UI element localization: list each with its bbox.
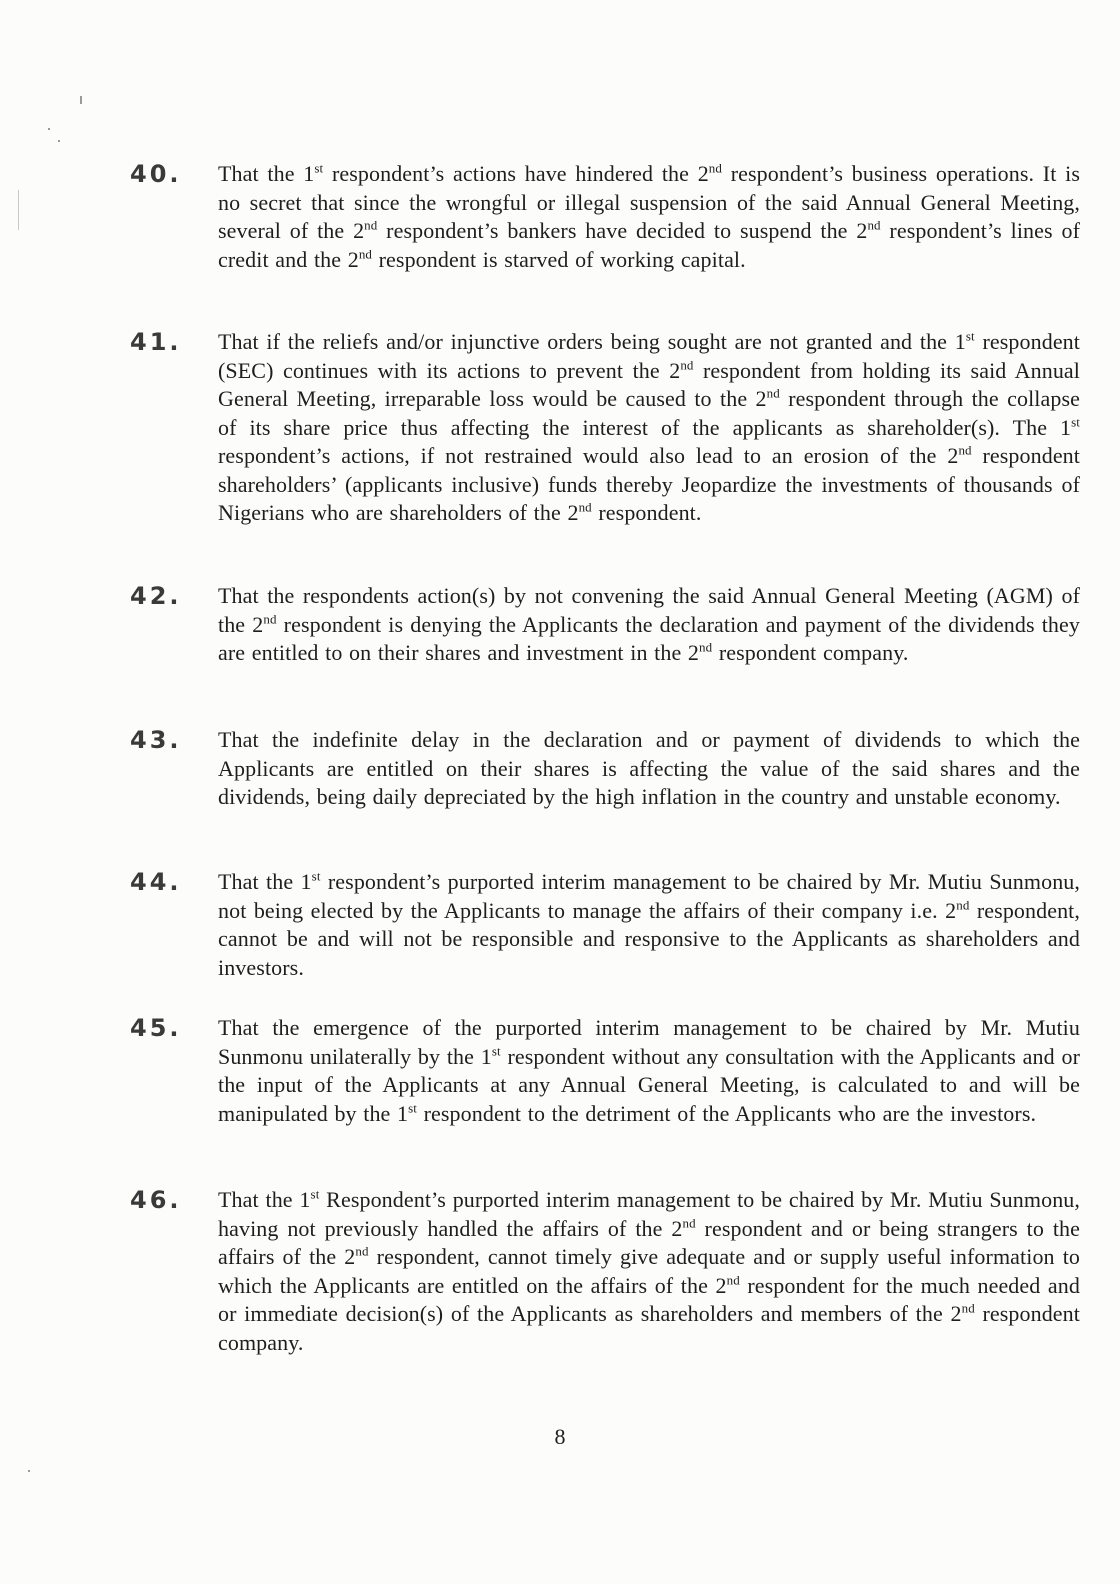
paragraph-44: [130, 868, 1080, 982]
paragraph-number: 40.: [130, 160, 182, 188]
scan-speck: [18, 190, 19, 230]
paragraph-number: 44.: [130, 868, 182, 896]
paragraph-43: [130, 726, 1080, 812]
paragraph-text: That the 1st respondent’s purported interim management to be chaired by Mr. Mutiu Sunmonu, not being elected by the Applicants to manage the affairs of their company i.e. 2nd respondent, cannot be and will not be responsible and responsive to the Applicants as shareholders and investors.: [218, 868, 1080, 980]
page-number: 8: [554, 1424, 566, 1449]
paragraph-text: That the 1st Respondent’s purported interim management to be chaired by Mr. Mutiu Sunmonu, having not previously handled the affairs of the 2nd respondent and or being strangers to the affairs of the 2nd respondent, cannot timely give adequate and or supply useful information to which the Applicants are entitled on the affairs of the 2nd respondent for the much needed and or immediate decision(s) of the Applicants as shareholders and members of the 2nd respondent company.: [218, 1186, 1081, 1355]
paragraph-46: [130, 1186, 1080, 1357]
scan-speck: [28, 1470, 30, 1472]
paragraph-number: 43.: [130, 726, 182, 754]
paragraph-text: That the emergence of the purported interim management to be chaired by Mr. Mutiu Sunmonu unilaterally by the 1st respondent without any consultation with the Applicants and or the input of the Applicants at any Annual General Meeting, is calculated to and will be manipulated by the 1st respondent to the detriment of the Applicants who are the investors.: [218, 1015, 1080, 1126]
paragraph-40: [130, 160, 1080, 274]
paragraph-number: 42.: [130, 582, 182, 610]
paragraph-text: That the 1st respondent’s actions have hindered the 2nd respondent’s business operations. It is no secret that since the wrongful or illegal suspension of the said Annual General Meeting, several of the 2nd respondent’s bankers have decided to suspend the 2nd respondent’s lines of credit and the 2nd respondent is starved of working capital.: [218, 160, 1080, 272]
paragraph-text: That the respondents action(s) by not convening the said Annual General Meeting (AGM) of the 2nd respondent is denying the Applicants the declaration and payment of the dividends they are entitled to on their shares and investment in the 2nd respondent company.: [218, 583, 1080, 665]
paragraph-text: That the indefinite delay in the declaration and or payment of dividends to which the Applicants are entitled on their shares is affecting the value of the said shares and the dividends, being daily depreciated by the high inflation in the country and unstable economy.: [218, 727, 1080, 809]
paragraph-42: [130, 582, 1080, 668]
paragraph-number: 46.: [130, 1186, 182, 1214]
scan-speck: [48, 128, 50, 130]
paragraph-number: 45.: [130, 1014, 182, 1042]
paragraph-text: That if the reliefs and/or injunctive orders being sought are not granted and the 1st respondent (SEC) continues with its actions to prevent the 2nd respondent from holding its said Annual General Meeting, irreparable loss would be caused to the 2nd respondent through the collapse of its share price thus affecting the interest of the applicants as shareholder(s). The 1st respondent’s actions, if not restrained would also lead to an erosion of the 2nd respondent shareholders’ (applicants inclusive) funds thereby Jeopardize the investments of thousands of Nigerians who are shareholders of the 2nd respondent.: [218, 328, 1081, 525]
paragraph-number: 41.: [130, 328, 182, 356]
paragraph-41: [130, 328, 1080, 528]
scan-speck: [80, 96, 82, 104]
scan-speck: [58, 140, 60, 142]
paragraph-45: [130, 1014, 1080, 1128]
